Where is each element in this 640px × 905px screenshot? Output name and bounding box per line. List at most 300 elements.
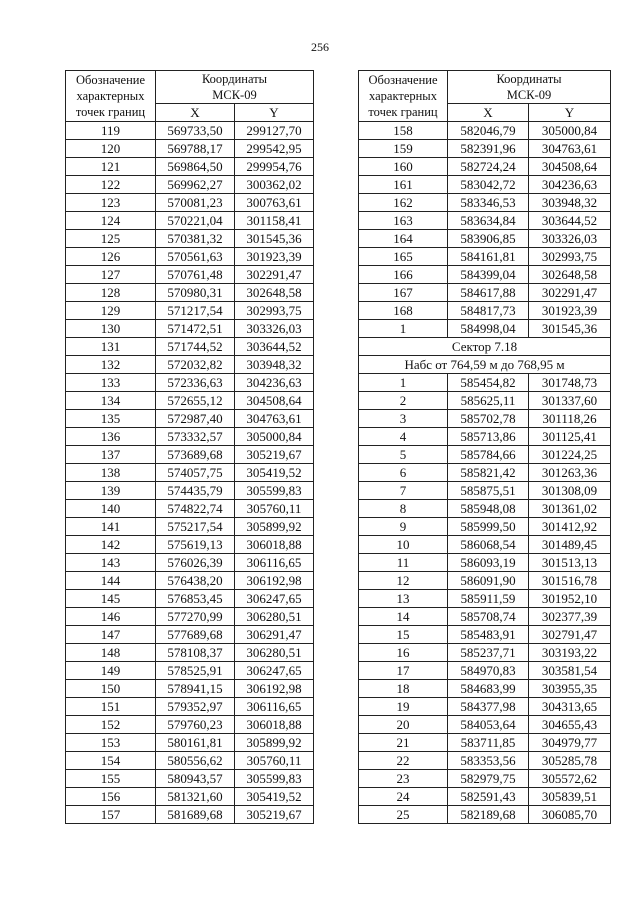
- point-number-cell: 9: [359, 518, 448, 536]
- x-coordinate-cell: 569864,50: [156, 158, 235, 176]
- x-coordinate-cell: 583906,85: [448, 230, 529, 248]
- point-number-cell: 151: [66, 698, 156, 716]
- table-row: [66, 392, 314, 410]
- table-row: [66, 752, 314, 770]
- y-coordinate-cell: 301516,78: [529, 572, 611, 590]
- table-row: [359, 518, 611, 536]
- x-coordinate-cell: 586093,19: [448, 554, 529, 572]
- header-line: Обозначение: [368, 73, 438, 87]
- y-coordinate-cell: 306018,88: [235, 536, 314, 554]
- point-number-cell: 134: [66, 392, 156, 410]
- x-coordinate-cell: 582391,96: [448, 140, 529, 158]
- table-row: [359, 320, 611, 338]
- table-row: [66, 770, 314, 788]
- point-number-cell: 156: [66, 788, 156, 806]
- y-coordinate-cell: 300362,02: [235, 176, 314, 194]
- header-line: Обозначение: [75, 73, 146, 87]
- y-coordinate-cell: 306247,65: [235, 662, 314, 680]
- y-coordinate-cell: 301545,36: [529, 320, 611, 338]
- y-coordinate-cell: 305760,11: [235, 752, 314, 770]
- point-number-cell: 128: [66, 284, 156, 302]
- y-header: Y: [235, 104, 314, 122]
- point-number-cell: 165: [359, 248, 448, 266]
- point-number-cell: 147: [66, 626, 156, 644]
- point-number-cell: 152: [66, 716, 156, 734]
- point-number-cell: 168: [359, 302, 448, 320]
- y-coordinate-cell: 303581,54: [529, 662, 611, 680]
- x-coordinate-cell: 570081,23: [156, 194, 235, 212]
- y-coordinate-cell: 305419,52: [235, 464, 314, 482]
- point-label-header: [66, 71, 156, 122]
- table-row: [359, 140, 611, 158]
- table-row: [66, 572, 314, 590]
- point-number-cell: 143: [66, 554, 156, 572]
- table-row: [359, 680, 611, 698]
- x-coordinate-cell: 576438,20: [156, 572, 235, 590]
- y-coordinate-cell: 303948,32: [235, 356, 314, 374]
- y-coordinate-cell: 303948,32: [529, 194, 611, 212]
- x-coordinate-cell: 585625,11: [448, 392, 529, 410]
- x-coordinate-cell: 584817,73: [448, 302, 529, 320]
- sector-subtitle: Набс от 764,59 м до 768,95 м: [359, 356, 611, 374]
- right-table-body-bottom: [359, 374, 611, 824]
- x-coordinate-cell: 580556,62: [156, 752, 235, 770]
- table-row: [66, 788, 314, 806]
- point-number-cell: 1: [359, 320, 448, 338]
- y-coordinate-cell: 306280,51: [235, 644, 314, 662]
- y-coordinate-cell: 304508,64: [235, 392, 314, 410]
- table-row: [66, 284, 314, 302]
- table-row: [66, 590, 314, 608]
- table-row: [359, 266, 611, 284]
- table-row: [66, 680, 314, 698]
- table-row: [359, 374, 611, 392]
- x-coordinate-cell: 578108,37: [156, 644, 235, 662]
- y-coordinate-cell: 301125,41: [529, 428, 611, 446]
- point-number-cell: 10: [359, 536, 448, 554]
- y-coordinate-cell: 306018,88: [235, 716, 314, 734]
- x-coordinate-cell: 586068,54: [448, 536, 529, 554]
- x-coordinate-cell: 583634,84: [448, 212, 529, 230]
- table-row: [66, 248, 314, 266]
- left-table-body: [66, 122, 314, 824]
- y-coordinate-cell: 302993,75: [235, 302, 314, 320]
- point-number-cell: 138: [66, 464, 156, 482]
- table-row: [66, 122, 314, 140]
- table-row: [66, 140, 314, 158]
- table-row: [359, 410, 611, 428]
- y-coordinate-cell: 305599,83: [235, 770, 314, 788]
- y-coordinate-cell: 302993,75: [529, 248, 611, 266]
- x-coordinate-cell: 569733,50: [156, 122, 235, 140]
- x-coordinate-cell: 584161,81: [448, 248, 529, 266]
- point-number-cell: 163: [359, 212, 448, 230]
- point-number-cell: 123: [66, 194, 156, 212]
- y-coordinate-cell: 305419,52: [235, 788, 314, 806]
- point-number-cell: 8: [359, 500, 448, 518]
- point-number-cell: 119: [66, 122, 156, 140]
- sector-title: Сектор 7.18: [359, 338, 611, 356]
- x-coordinate-cell: 583042,72: [448, 176, 529, 194]
- point-number-cell: 154: [66, 752, 156, 770]
- table-row: [66, 176, 314, 194]
- table-row: [359, 428, 611, 446]
- point-number-cell: 122: [66, 176, 156, 194]
- point-number-cell: 7: [359, 482, 448, 500]
- x-header: X: [156, 104, 235, 122]
- x-coordinate-cell: 585948,08: [448, 500, 529, 518]
- x-coordinate-cell: 583353,56: [448, 752, 529, 770]
- x-coordinate-cell: 585708,74: [448, 608, 529, 626]
- point-number-cell: 3: [359, 410, 448, 428]
- x-coordinate-cell: 572987,40: [156, 410, 235, 428]
- x-coordinate-cell: 572032,82: [156, 356, 235, 374]
- table-row: [359, 158, 611, 176]
- right-table-body-top: [359, 122, 611, 338]
- table-row: [359, 464, 611, 482]
- point-number-cell: 12: [359, 572, 448, 590]
- table-row: [66, 806, 314, 824]
- y-coordinate-cell: 305000,84: [529, 122, 611, 140]
- point-number-cell: 16: [359, 644, 448, 662]
- point-number-cell: 17: [359, 662, 448, 680]
- point-number-cell: 120: [66, 140, 156, 158]
- table-row: [66, 554, 314, 572]
- table-row: [66, 446, 314, 464]
- x-coordinate-cell: 570980,31: [156, 284, 235, 302]
- point-number-cell: 1: [359, 374, 448, 392]
- y-coordinate-cell: 301412,92: [529, 518, 611, 536]
- table-row: [359, 608, 611, 626]
- table-row: [66, 716, 314, 734]
- x-coordinate-cell: 579760,23: [156, 716, 235, 734]
- y-header: Y: [529, 104, 611, 122]
- point-number-cell: 136: [66, 428, 156, 446]
- table-row: [66, 194, 314, 212]
- table-row: [66, 482, 314, 500]
- x-coordinate-cell: 582046,79: [448, 122, 529, 140]
- table-row: [359, 482, 611, 500]
- table-row: [359, 284, 611, 302]
- table-row: [359, 644, 611, 662]
- y-coordinate-cell: 304236,63: [235, 374, 314, 392]
- x-coordinate-cell: 577270,99: [156, 608, 235, 626]
- x-coordinate-cell: 585454,82: [448, 374, 529, 392]
- y-coordinate-cell: 304655,43: [529, 716, 611, 734]
- point-number-cell: 158: [359, 122, 448, 140]
- header-line: МСК-09: [506, 88, 552, 102]
- x-coordinate-cell: 585999,50: [448, 518, 529, 536]
- point-number-cell: 20: [359, 716, 448, 734]
- table-row: [359, 770, 611, 788]
- point-number-cell: 146: [66, 608, 156, 626]
- header-line: МСК-09: [212, 88, 257, 102]
- x-coordinate-cell: 585702,78: [448, 410, 529, 428]
- x-coordinate-cell: 573332,57: [156, 428, 235, 446]
- x-coordinate-cell: 578525,91: [156, 662, 235, 680]
- point-number-cell: 139: [66, 482, 156, 500]
- table-row: [66, 158, 314, 176]
- y-coordinate-cell: 301361,02: [529, 500, 611, 518]
- table-row: [359, 554, 611, 572]
- point-number-cell: 4: [359, 428, 448, 446]
- x-coordinate-cell: 575619,13: [156, 536, 235, 554]
- table-row: [66, 266, 314, 284]
- point-number-cell: 132: [66, 356, 156, 374]
- x-coordinate-cell: 584617,88: [448, 284, 529, 302]
- coordinates-header: [156, 71, 314, 104]
- y-coordinate-cell: 304763,61: [529, 140, 611, 158]
- table-row: [359, 788, 611, 806]
- point-number-cell: 166: [359, 266, 448, 284]
- table-row: [66, 302, 314, 320]
- x-coordinate-cell: 570561,63: [156, 248, 235, 266]
- y-coordinate-cell: 306247,65: [235, 590, 314, 608]
- y-coordinate-cell: 305899,92: [235, 518, 314, 536]
- point-number-cell: 149: [66, 662, 156, 680]
- point-number-cell: 162: [359, 194, 448, 212]
- table-row: [66, 536, 314, 554]
- point-number-cell: 14: [359, 608, 448, 626]
- x-coordinate-cell: 572336,63: [156, 374, 235, 392]
- y-coordinate-cell: 301489,45: [529, 536, 611, 554]
- header-line: точек границ: [75, 105, 146, 119]
- table-row: [359, 122, 611, 140]
- point-number-cell: 130: [66, 320, 156, 338]
- y-coordinate-cell: 306192,98: [235, 572, 314, 590]
- point-number-cell: 19: [359, 698, 448, 716]
- y-coordinate-cell: 302648,58: [235, 284, 314, 302]
- table-row: [66, 608, 314, 626]
- point-number-cell: 167: [359, 284, 448, 302]
- x-coordinate-cell: 574822,74: [156, 500, 235, 518]
- x-coordinate-cell: 576026,39: [156, 554, 235, 572]
- point-number-cell: 6: [359, 464, 448, 482]
- x-coordinate-cell: 581689,68: [156, 806, 235, 824]
- y-coordinate-cell: 302291,47: [235, 266, 314, 284]
- y-coordinate-cell: 303193,22: [529, 644, 611, 662]
- x-coordinate-cell: 586091,90: [448, 572, 529, 590]
- y-coordinate-cell: 305219,67: [235, 446, 314, 464]
- x-coordinate-cell: 570221,04: [156, 212, 235, 230]
- table-row: [66, 500, 314, 518]
- y-coordinate-cell: 305899,92: [235, 734, 314, 752]
- x-coordinate-cell: 577689,68: [156, 626, 235, 644]
- point-number-cell: 141: [66, 518, 156, 536]
- x-coordinate-cell: 583711,85: [448, 734, 529, 752]
- y-coordinate-cell: 306280,51: [235, 608, 314, 626]
- point-number-cell: 125: [66, 230, 156, 248]
- point-number-cell: 124: [66, 212, 156, 230]
- y-coordinate-cell: 301224,25: [529, 446, 611, 464]
- y-coordinate-cell: 302648,58: [529, 266, 611, 284]
- x-coordinate-cell: 580161,81: [156, 734, 235, 752]
- point-number-cell: 22: [359, 752, 448, 770]
- point-number-cell: 142: [66, 536, 156, 554]
- x-coordinate-cell: 569962,27: [156, 176, 235, 194]
- point-number-cell: 133: [66, 374, 156, 392]
- x-coordinate-cell: 572655,12: [156, 392, 235, 410]
- coordinates-table-right: [358, 70, 611, 824]
- y-coordinate-cell: 305839,51: [529, 788, 611, 806]
- header-line: Координаты: [201, 72, 268, 86]
- x-coordinate-cell: 585483,91: [448, 626, 529, 644]
- point-number-cell: 157: [66, 806, 156, 824]
- table-row: [66, 662, 314, 680]
- point-number-cell: 135: [66, 410, 156, 428]
- x-coordinate-cell: 585713,86: [448, 428, 529, 446]
- y-coordinate-cell: 303644,52: [529, 212, 611, 230]
- y-coordinate-cell: 301923,39: [235, 248, 314, 266]
- y-coordinate-cell: 303326,03: [235, 320, 314, 338]
- point-number-cell: 144: [66, 572, 156, 590]
- point-number-cell: 24: [359, 788, 448, 806]
- y-coordinate-cell: 301158,41: [235, 212, 314, 230]
- y-coordinate-cell: 304313,65: [529, 698, 611, 716]
- header-line: характерных: [76, 89, 145, 103]
- point-number-cell: 126: [66, 248, 156, 266]
- y-coordinate-cell: 301308,09: [529, 482, 611, 500]
- table-row: [66, 464, 314, 482]
- point-number-cell: 160: [359, 158, 448, 176]
- table-row: [66, 212, 314, 230]
- point-number-cell: 150: [66, 680, 156, 698]
- coordinates-table-left: [65, 70, 314, 824]
- point-label-header: [359, 71, 448, 122]
- table-row: [359, 536, 611, 554]
- header-line: точек границ: [368, 105, 438, 119]
- x-coordinate-cell: 584053,64: [448, 716, 529, 734]
- y-coordinate-cell: 305572,62: [529, 770, 611, 788]
- table-row: [359, 392, 611, 410]
- point-number-cell: 23: [359, 770, 448, 788]
- x-coordinate-cell: 576853,45: [156, 590, 235, 608]
- table-row: [359, 572, 611, 590]
- table-row: [66, 320, 314, 338]
- table-row: [66, 626, 314, 644]
- table-row: [66, 428, 314, 446]
- header-line: Координаты: [496, 72, 562, 86]
- point-number-cell: 164: [359, 230, 448, 248]
- x-coordinate-cell: 584970,83: [448, 662, 529, 680]
- table-row: [66, 410, 314, 428]
- x-coordinate-cell: 583346,53: [448, 194, 529, 212]
- y-coordinate-cell: 301263,36: [529, 464, 611, 482]
- table-row: [359, 662, 611, 680]
- y-coordinate-cell: 299542,95: [235, 140, 314, 158]
- table-row: [359, 590, 611, 608]
- point-number-cell: 21: [359, 734, 448, 752]
- table-row: [359, 446, 611, 464]
- x-coordinate-cell: 579352,97: [156, 698, 235, 716]
- table-row: [66, 698, 314, 716]
- x-coordinate-cell: 585875,51: [448, 482, 529, 500]
- y-coordinate-cell: 302291,47: [529, 284, 611, 302]
- x-coordinate-cell: 571472,51: [156, 320, 235, 338]
- x-coordinate-cell: 570381,32: [156, 230, 235, 248]
- y-coordinate-cell: 302377,39: [529, 608, 611, 626]
- page-number: 256: [311, 40, 329, 54]
- table-row: [359, 500, 611, 518]
- y-coordinate-cell: 301513,13: [529, 554, 611, 572]
- table-row: [359, 212, 611, 230]
- point-number-cell: 131: [66, 338, 156, 356]
- y-coordinate-cell: 306291,47: [235, 626, 314, 644]
- x-coordinate-cell: 571744,52: [156, 338, 235, 356]
- x-coordinate-cell: 585784,66: [448, 446, 529, 464]
- y-coordinate-cell: 304508,64: [529, 158, 611, 176]
- x-coordinate-cell: 574057,75: [156, 464, 235, 482]
- sector-header-group: [359, 338, 611, 374]
- x-coordinate-cell: 582591,43: [448, 788, 529, 806]
- y-coordinate-cell: 302791,47: [529, 626, 611, 644]
- x-coordinate-cell: 584998,04: [448, 320, 529, 338]
- y-coordinate-cell: 304763,61: [235, 410, 314, 428]
- point-number-cell: 145: [66, 590, 156, 608]
- point-number-cell: 159: [359, 140, 448, 158]
- point-number-cell: 140: [66, 500, 156, 518]
- x-coordinate-cell: 584399,04: [448, 266, 529, 284]
- point-number-cell: 2: [359, 392, 448, 410]
- sector-subtitle-row: [359, 356, 611, 374]
- table-row: [66, 338, 314, 356]
- table-row: [359, 230, 611, 248]
- y-coordinate-cell: 306192,98: [235, 680, 314, 698]
- x-coordinate-cell: 582979,75: [448, 770, 529, 788]
- y-coordinate-cell: 306116,65: [235, 698, 314, 716]
- y-coordinate-cell: 304236,63: [529, 176, 611, 194]
- point-number-cell: 15: [359, 626, 448, 644]
- table-row: [359, 176, 611, 194]
- x-coordinate-cell: 584377,98: [448, 698, 529, 716]
- sector-title-row: [359, 338, 611, 356]
- point-number-cell: 25: [359, 806, 448, 824]
- coordinates-header: [448, 71, 611, 104]
- y-coordinate-cell: 301748,73: [529, 374, 611, 392]
- x-header: X: [448, 104, 529, 122]
- point-number-cell: 13: [359, 590, 448, 608]
- y-coordinate-cell: 306116,65: [235, 554, 314, 572]
- y-coordinate-cell: 304979,77: [529, 734, 611, 752]
- y-coordinate-cell: 305599,83: [235, 482, 314, 500]
- y-coordinate-cell: 299127,70: [235, 122, 314, 140]
- table-row: [359, 716, 611, 734]
- point-number-cell: 148: [66, 644, 156, 662]
- y-coordinate-cell: 299954,76: [235, 158, 314, 176]
- x-coordinate-cell: 575217,54: [156, 518, 235, 536]
- x-coordinate-cell: 580943,57: [156, 770, 235, 788]
- table-row: [66, 644, 314, 662]
- table-row: [359, 626, 611, 644]
- point-number-cell: 18: [359, 680, 448, 698]
- x-coordinate-cell: 582724,24: [448, 158, 529, 176]
- table-row: [66, 374, 314, 392]
- y-coordinate-cell: 305000,84: [235, 428, 314, 446]
- y-coordinate-cell: 303955,35: [529, 680, 611, 698]
- point-number-cell: 155: [66, 770, 156, 788]
- x-coordinate-cell: 578941,15: [156, 680, 235, 698]
- table-row: [66, 230, 314, 248]
- point-number-cell: 5: [359, 446, 448, 464]
- point-number-cell: 161: [359, 176, 448, 194]
- x-coordinate-cell: 569788,17: [156, 140, 235, 158]
- table-row: [66, 356, 314, 374]
- y-coordinate-cell: 305760,11: [235, 500, 314, 518]
- x-coordinate-cell: 585911,59: [448, 590, 529, 608]
- y-coordinate-cell: 301923,39: [529, 302, 611, 320]
- x-coordinate-cell: 585821,42: [448, 464, 529, 482]
- x-coordinate-cell: 584683,99: [448, 680, 529, 698]
